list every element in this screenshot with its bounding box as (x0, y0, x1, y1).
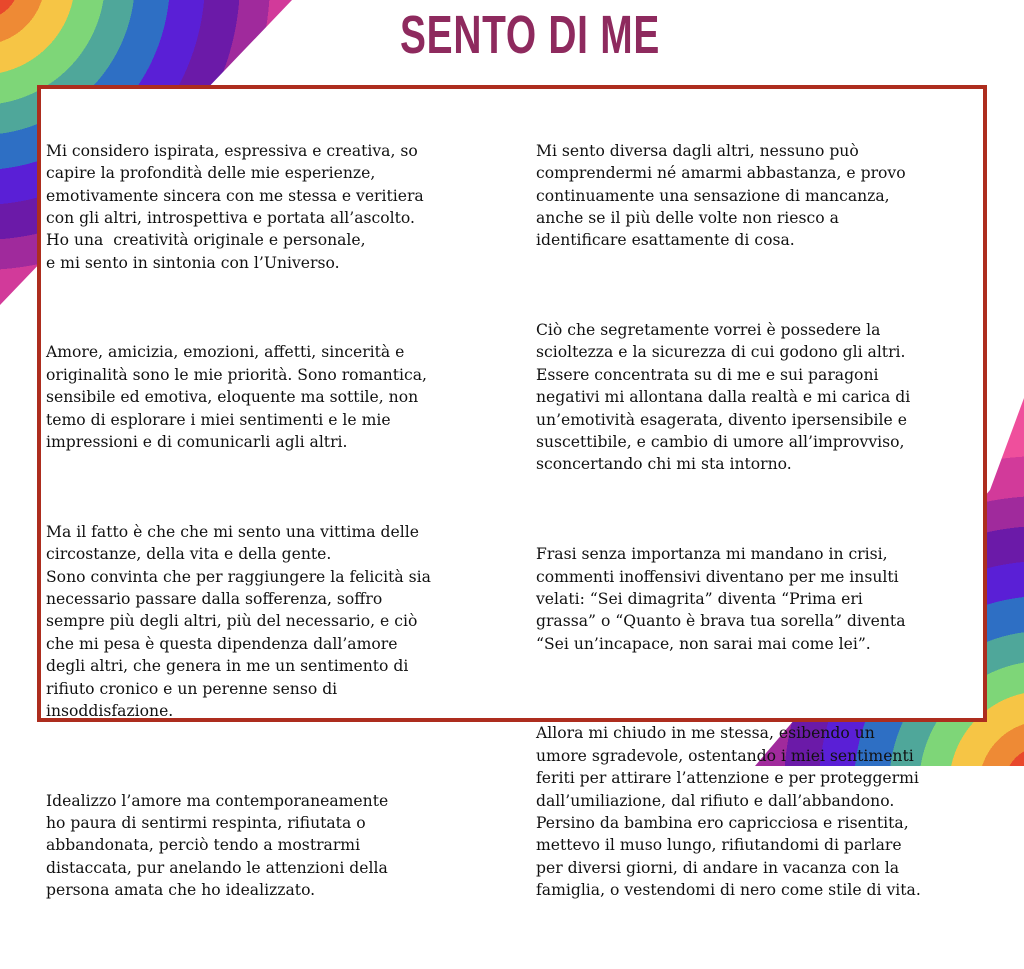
paragraph: Frasi senza importanza mi mandano in crisi, commenti inoffensivi diventano per me insulti velati: “Sei dimagrita” diventa “Prima eri grassa” o “Quanto è brava tua sorella” diventa “Sei un’incapace, non sarai mai come lei”. (536, 545, 906, 653)
page-title: SENTO DI ME (400, 5, 660, 65)
paragraph: Mi sento diversa dagli altri, nessuno può comprendermi né amarmi abbastanza, e provo continuamente una sensazione di mancanza, anche se il più delle volte non riesco a identificare esattamente di cosa. (536, 141, 906, 250)
right-column (536, 95, 921, 969)
paragraph: Ciò che segretamente vorrei è possedere la scioltezza e la sicurezza di cui godono gli altri. Essere concentrata su di me e sui paragoni negativi mi allontana dalla realtà e mi carica di un’emotività esagerata, divento ipersensibile e suscettibile, e cambio di umore all’improvviso, sconcertando chi mi sta intorno. (536, 321, 911, 474)
paragraph: Ma il fatto è che che mi sento una vittima delle circostanze, della vita e della gente. Sono convinta che per raggiungere la felicità sia necessario passare dalla sofferenza, soffro sempre più degli altri, più del necessario, e ciò che mi pesa è questa dipendenza dall’amore degli altri, che genera in me un sentimento di rifiuto cronico e un perenne senso di insoddisfazione. (46, 522, 431, 720)
paragraph: Idealizzo l’amore ma contemporaneamente ho paura di sentirmi respinta, rifiutata o abbandonata, perciò tendo a mostrarmi distaccata, pur anelando le attenzioni della persona amata che ho idealizzato. (46, 791, 389, 900)
text-box (37, 85, 987, 900)
paragraph: Mi considero ispirata, espressiva e creativa, so capire la profondità delle mie esperienze, emotivamente sincera con me stessa e veritiera con gli altri, introspettiva e portata all’ascolto. Ho una creatività originale e personale, e mi sento in sintonia con l’Universo. (46, 141, 424, 272)
paragraph: Allora mi chiudo in me stessa, esibendo un umore sgradevole, ostentando i miei sentimenti feriti per attirare l’attenzione e per proteggermi dall’umiliazione, dal rifiuto e dall’abbandono. Persino da bambina ero capricciosa e risentita, mettevo il muso lungo, rifiutandomi di parlare per diversi giorni, di andare in vacanza con la famiglia, o vestendomi di nero come stile di vita. (536, 724, 921, 900)
paragraph: Amore, amicizia, emozioni, affetti, sincerità e originalità sono le mie priorità. Sono romantica, sensibile ed emotiva, eloquente ma sottile, non temo di esplorare i miei sentimenti e le mie impressioni e di comunicarli agli altri. (46, 343, 427, 452)
left-column (46, 95, 431, 969)
